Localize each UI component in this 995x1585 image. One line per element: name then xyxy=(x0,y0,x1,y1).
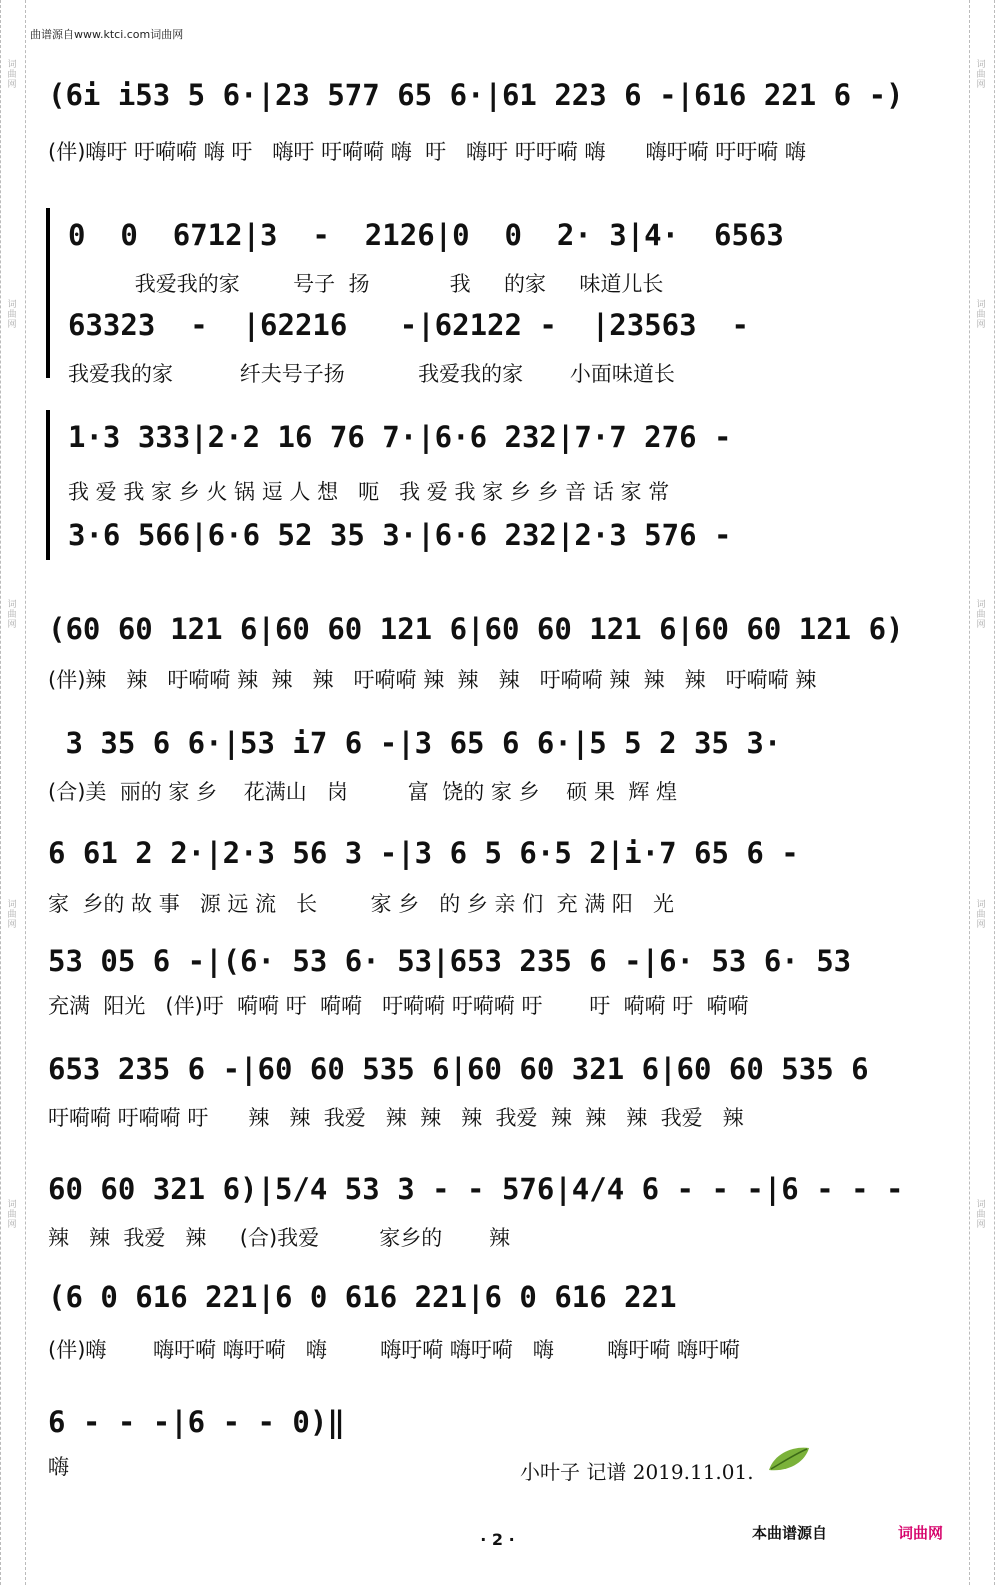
system-bracket xyxy=(46,208,58,378)
left-watermark-strip xyxy=(0,0,26,1585)
lyric-line: 我爱我的家 纤夫号子扬 我爱我的家 小面味道长 xyxy=(68,362,675,386)
notation-line: (6 0 616 221|6 0 616 221|6 0 616 221 xyxy=(48,1280,677,1314)
lyric-line: 辣 辣 我爱 辣 (合)我爱 家乡的 辣 xyxy=(48,1226,510,1250)
side-watermark: 词 曲 网 xyxy=(7,60,17,90)
lyric-line: 充满 阳光 (伴)吁 嗬嗬 吁 嗬嗬 吁嗬嗬 吁嗬嗬 吁 吁 嗬嗬 吁 嗬嗬 xyxy=(48,994,749,1018)
notation-line: 63323 - |62216 -|62122 - |23563 - xyxy=(68,308,749,342)
notation-line: 1·3 333|2·2 16 76 7·|6·6 232|7·7 276 - xyxy=(68,420,732,454)
page-number: · 2 · xyxy=(480,1530,515,1549)
notation-line: 653 235 6 -|60 60 535 6|60 60 321 6|60 60 535 6 xyxy=(48,1052,869,1086)
side-watermark: 词 曲 网 xyxy=(976,1200,986,1230)
notation-line: 6 61 2 2·|2·3 56 3 -|3 6 5 6·5 2|i·7 65 6 - xyxy=(48,836,799,870)
notation-line: 60 60 321 6)|5/4 53 3 - - 576|4/4 6 - - -|6 - - - xyxy=(48,1172,904,1206)
notation-line: (6i i53 5 6·|23 577 65 6·|61 223 6 -|616 221 6 -) xyxy=(48,78,904,112)
lyric-line: 我 爱 我 家 乡 火 锅 逗 人 想 呃 我 爱 我 家 乡 乡 音 话 家 常 xyxy=(68,480,670,504)
notation-line: 3 35 6 6·|53 i7 6 -|3 65 6 6·|5 5 2 35 3· xyxy=(48,726,782,760)
system-bracket xyxy=(46,410,58,560)
lyric-line: 家 乡的 故 事 源 远 流 长 家 乡 的 乡 亲 们 充 满 阳 光 xyxy=(48,892,674,916)
side-watermark: 词 曲 网 xyxy=(7,600,17,630)
lyric-line: (合)美 丽的 家 乡 花满山 岗 富 饶的 家 乡 硕 果 辉 煌 xyxy=(48,780,677,804)
side-watermark: 词 曲 网 xyxy=(976,60,986,90)
side-watermark: 词 曲 网 xyxy=(7,900,17,930)
side-watermark: 词 曲 网 xyxy=(7,1200,17,1230)
lyric-line: (伴)嗨吁 吁嗬嗬 嗨 吁 嗨吁 吁嗬嗬 嗨 吁 嗨吁 吁吁嗬 嗨 嗨吁嗬 吁吁嗬 嗨 xyxy=(48,140,806,164)
lyric-line: 吁嗬嗬 吁嗬嗬 吁 辣 辣 我爱 辣 辣 辣 我爱 辣 辣 辣 我爱 辣 xyxy=(48,1106,744,1130)
notation-line: 53 05 6 -|(6· 53 6· 53|653 235 6 -|6· 53 6· 53 xyxy=(48,944,852,978)
header-watermark: 曲谱源自www.ktci.com词曲网 xyxy=(30,28,184,41)
notation-line: 6 - - -|6 - - 0)‖ xyxy=(48,1405,345,1439)
side-watermark: 词 曲 网 xyxy=(976,900,986,930)
notation-line: 0 0 6712|3 - 2126|0 0 2· 3|4· 6563 xyxy=(68,218,784,252)
side-watermark: 词 曲 网 xyxy=(976,600,986,630)
leaf-icon xyxy=(765,1444,811,1474)
lyric-line: (伴)嗨 嗨吁嗬 嗨吁嗬 嗨 嗨吁嗬 嗨吁嗬 嗨 嗨吁嗬 嗨吁嗬 xyxy=(48,1338,740,1362)
source-site-link[interactable]: 词曲网 xyxy=(898,1524,944,1542)
lyric-line: 嗨 xyxy=(48,1455,69,1479)
notation-line: 3·6 566|6·6 52 35 3·|6·6 232|2·3 576 - xyxy=(68,518,732,552)
side-watermark: 词 曲 网 xyxy=(7,300,17,330)
lyric-line: 我爱我的家 号子 扬 我 的家 味道儿长 xyxy=(68,272,664,296)
lyric-line: (伴)辣 辣 吁嗬嗬 辣 辣 辣 吁嗬嗬 辣 辣 辣 吁嗬嗬 辣 辣 辣 吁嗬嗬 辣 xyxy=(48,668,817,692)
right-watermark-strip xyxy=(969,0,995,1585)
transcriber-credit: 小叶子 记谱 2019.11.01. xyxy=(520,1460,754,1484)
notation-line: (60 60 121 6|60 60 121 6|60 60 121 6|60 60 121 6) xyxy=(48,612,904,646)
side-watermark: 词 曲 网 xyxy=(976,300,986,330)
source-label: 本曲谱源自 xyxy=(752,1524,828,1542)
